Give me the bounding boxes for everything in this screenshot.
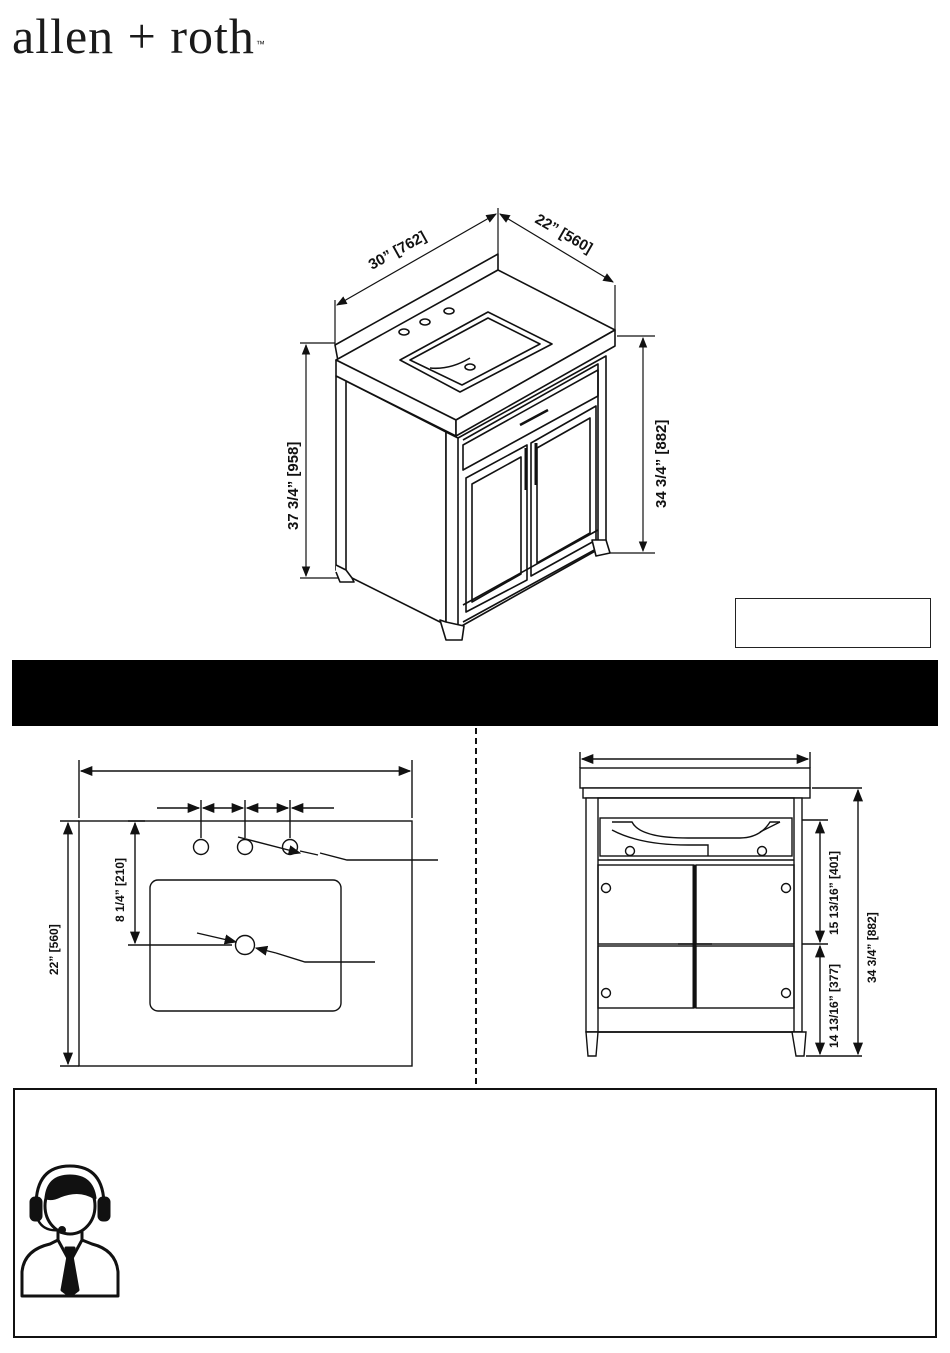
top-drain-offset-label: 8 1/4” [210] xyxy=(113,857,127,922)
trademark-symbol: ™ xyxy=(255,39,266,49)
front-counter-height-label: 34 3/4” [882] xyxy=(865,912,879,983)
front-lower-height-label: 14 13/16” [377] xyxy=(827,963,841,1048)
iso-overall-height-label: 37 3/4” [958] xyxy=(285,441,302,530)
front-upper-height-label: 15 13/16” [401] xyxy=(827,850,841,935)
brand-name: allen + roth xyxy=(12,8,255,64)
top-depth-label: 22” [560] xyxy=(47,924,61,975)
customer-service-headset-icon xyxy=(22,1166,118,1296)
isometric-vanity-drawing xyxy=(335,254,615,640)
iso-counter-height-label: 34 3/4” [882] xyxy=(653,419,670,508)
front-view-drawing xyxy=(580,752,862,1056)
iso-width-label: 30” [762] xyxy=(365,227,430,274)
iso-depth-label: 22” [560] xyxy=(532,210,596,258)
